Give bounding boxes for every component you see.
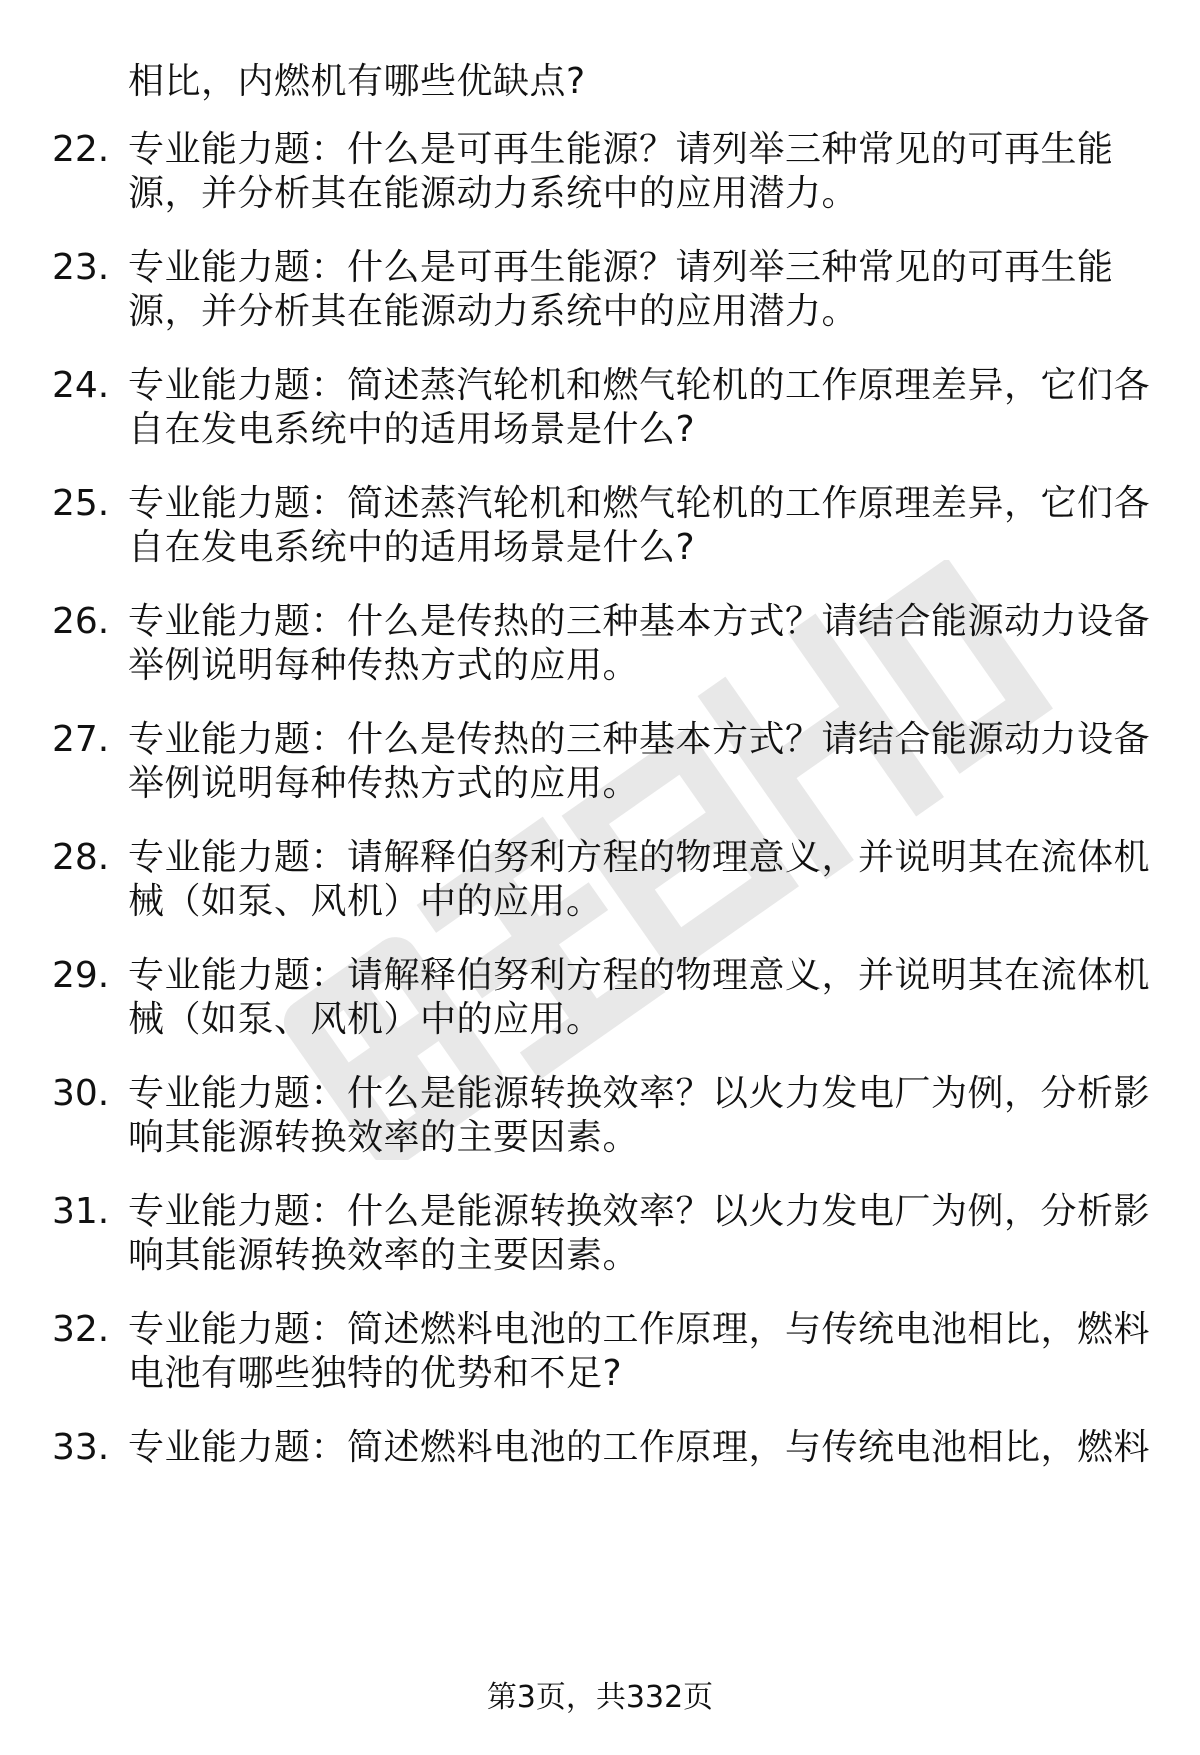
- question-number: 26.: [52, 601, 110, 642]
- question-text-line: 械（如泵、风机）中的应用。: [128, 881, 603, 922]
- question-text-line: 专业能力题：请解释伯努利方程的物理意义，并说明其在流体机: [128, 837, 1151, 878]
- question-text-line: 械（如泵、风机）中的应用。: [128, 999, 603, 1040]
- question-text-line: 专业能力题：什么是传热的三种基本方式？请结合能源动力设备: [128, 719, 1151, 760]
- question-text-line: 专业能力题：什么是可再生能源？请列举三种常见的可再生能: [128, 129, 1114, 170]
- question-number: 23.: [52, 247, 110, 288]
- question-text-line: 源，并分析其在能源动力系统中的应用潜力。: [128, 291, 859, 332]
- question-text-line: 专业能力题：简述燃料电池的工作原理，与传统电池相比，燃料: [128, 1309, 1151, 1350]
- question-text-line: 举例说明每种传热方式的应用。: [128, 645, 640, 686]
- question-text-line: 专业能力题：什么是能源转换效率？以火力发电厂为例，分析影: [128, 1073, 1151, 1114]
- question-text-line: 专业能力题：简述蒸汽轮机和燃气轮机的工作原理差异，它们各: [128, 365, 1151, 406]
- question-number: 33.: [52, 1427, 110, 1468]
- continuation-text: 相比，内燃机有哪些优缺点?: [128, 61, 586, 102]
- question-text-line: 举例说明每种传热方式的应用。: [128, 763, 640, 804]
- question-number: 22.: [52, 129, 110, 170]
- question-number: 32.: [52, 1309, 110, 1350]
- question-text-line: 自在发电系统中的适用场景是什么?: [128, 527, 696, 568]
- question-text-line: 专业能力题：什么是可再生能源？请列举三种常见的可再生能: [128, 247, 1114, 288]
- question-number: 25.: [52, 483, 110, 524]
- question-text-line: 专业能力题：什么是能源转换效率？以火力发电厂为例，分析影: [128, 1191, 1151, 1232]
- question-number: 24.: [52, 365, 110, 406]
- question-text-line: 电池有哪些独特的优势和不足?: [128, 1353, 623, 1394]
- page-footer: 第3页，共332页: [486, 1680, 714, 1715]
- question-text-line: 专业能力题：请解释伯努利方程的物理意义，并说明其在流体机: [128, 955, 1151, 996]
- question-number: 30.: [52, 1073, 110, 1114]
- question-number: 28.: [52, 837, 110, 878]
- question-text-line: 响其能源转换效率的主要因素。: [128, 1117, 640, 1158]
- question-text-line: 源，并分析其在能源动力系统中的应用潜力。: [128, 173, 859, 214]
- question-text-line: 专业能力题：什么是传热的三种基本方式？请结合能源动力设备: [128, 601, 1151, 642]
- question-text-line: 自在发电系统中的适用场景是什么?: [128, 409, 696, 450]
- question-number: 29.: [52, 955, 110, 996]
- question-text-line: 专业能力题：简述燃料电池的工作原理，与传统电池相比，燃料: [128, 1427, 1151, 1468]
- question-number: 31.: [52, 1191, 110, 1232]
- question-number: 27.: [52, 719, 110, 760]
- question-text-line: 专业能力题：简述蒸汽轮机和燃气轮机的工作原理差异，它们各: [128, 483, 1151, 524]
- question-text-line: 响其能源转换效率的主要因素。: [128, 1235, 640, 1276]
